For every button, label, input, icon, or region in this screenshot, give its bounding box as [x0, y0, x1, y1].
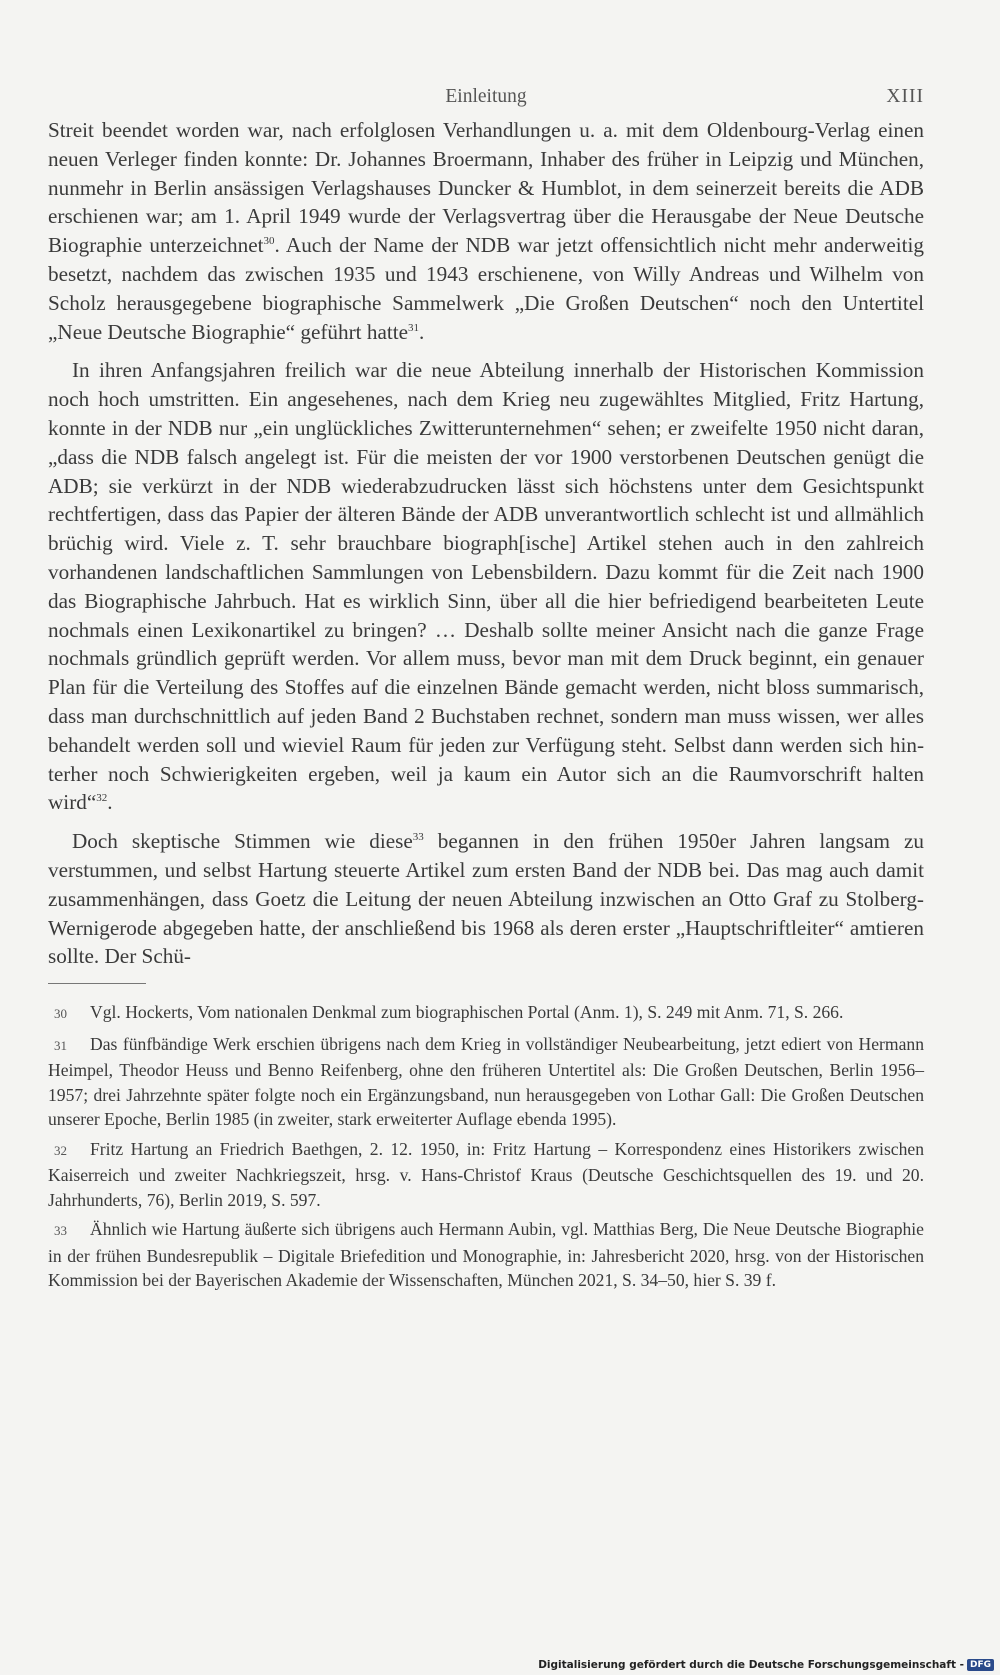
digitization-credit-text: Digitalisierung gefördert durch die Deutsche Forschungsgemeinschaft -: [538, 1659, 964, 1671]
footnote-ref: 31: [408, 321, 420, 334]
footnote-separator: [48, 983, 146, 984]
footnote-ref: 30: [263, 235, 275, 248]
paragraph-text: . Auch der Name der NDB war jetzt offensichtlich nicht mehr anderweitig besetzt, nachdem das zwischen 1935 und 1943 erschienene, von Willy Andreas und Wilhelm von Scholz herausgegebene biographische Sammelwerk „Die Großen Deutschen“ noch den Untertitel „Neue Deutsche Biographie“ geführt hatte: [48, 233, 924, 344]
dfg-logo: DFG: [967, 1659, 994, 1671]
footnote-number: 32: [54, 1142, 67, 1158]
footnote: [48, 1000, 924, 1027]
footnotes: [48, 1000, 924, 1293]
footnote: [48, 1137, 924, 1213]
footnote-number: 33: [54, 1223, 67, 1239]
footnote-text: Das fünfbändige Werk erschien übrigens nach dem Krieg in vollständiger Neubearbeitung, jetzt ediert von Hermann Heimpel, Theodor Heuss und Benno Reifenberg, ohne den früheren Untertitel als: Die Großen Deutschen, Berlin 1956–1957; drei Jahrzehnte später folgte noch ein Ergänzungsband, nun herausgegeben von Lothar Gall: Die Großen Deutschen unserer Epoche, Berlin 1985 (in zweiter, stark erweiterter Auflage ebenda 1995).: [48, 1033, 924, 1130]
footnote: [48, 1217, 924, 1293]
digitization-credit: [538, 1659, 994, 1671]
running-header: [48, 80, 924, 116]
paragraph: [48, 827, 924, 971]
footnote-ref: 33: [412, 831, 424, 844]
book-page: [48, 80, 924, 1298]
paragraph: [48, 116, 924, 346]
paragraph: [48, 356, 924, 817]
paragraph-text: begannen in den frühen 1950er Jahren langsam zu verstummen, und selbst Hartung steuerte Artikel zum ersten Band der NDB bei. Das mag auch damit zusammenhängen, dass Goetz die Leitung der neuen Abteilung inzwischen an Otto Graf zu Stolberg-Wernigerode abgegeben hatte, der anschließend bis 1968 als deren erster „Hauptschriftleiter“ amtieren sollte. Der Schü-: [48, 829, 924, 969]
paragraph-text: .: [419, 319, 425, 344]
footnote-text: Ähnlich wie Hartung äußerte sich übrigens auch Hermann Aubin, vgl. Matthias Berg, Die Neue Deutsche Biographie in der frühen Bundesrepublik – Digitale Briefedition und Monographie, in: Jahresbericht 2020, hrsg. von der Historischen Kommission bei der Bayerischen Akademie der Wissenschaften, München 2021, S. 34–50, hier S. 39 f.: [48, 1219, 924, 1291]
footnote-ref: 32: [96, 792, 108, 805]
footnote-text: Vgl. Hockerts, Vom nationalen Denkmal zum biographischen Portal (Anm. 1), S. 249 mit Anm. 71, S. 266.: [90, 1002, 844, 1023]
main-text: [48, 116, 924, 971]
running-title: Einleitung: [445, 86, 527, 107]
footnote-number: 30: [54, 1006, 67, 1022]
paragraph-text: Streit beendet worden war, nach erfolglosen Verhandlungen u. a. mit dem Oldenbourg-Verlag einen neuen Verleger finden konnte: Dr. Johannes Broermann, Inhaber des früher in Leipzig und München, nunmehr in Berlin ansässigen Verlagshauses Duncker & Humblot, in dem seinerzeit bereits die ADB erschienen war; am 1. April 1949 wurde der Verlagsvertrag über die Herausgabe der Neue Deutsche Biographie unterzeichnet: [48, 118, 924, 258]
footnote-text: Fritz Hartung an Friedrich Baethgen, 2. 12. 1950, in: Fritz Hartung – Korrespondenz eines Historikers zwischen Kaiserreich und zweiter Nachkriegszeit, hrsg. v. Hans-Christof Kraus (Deutsche Geschichtsquellen des 19. und 20. Jahrhunderts, 76), Berlin 2019, S. 597.: [48, 1138, 924, 1210]
paragraph-text: Doch skeptische Stimmen wie diese: [72, 829, 413, 854]
paragraph-text: In ihren Anfangsjahren freilich war die neue Abteilung innerhalb der Historischen Kommission noch hoch umstritten. Ein angesehenes, nach dem Krieg neu zugewähltes Mitglied, Fritz Hartung, konnte in der NDB nur „ein unglückliches Zwitterunternehmen“ sehen; er zweifelte 1950 nicht daran, „dass die NDB falsch angelegt ist. Für die meisten der vor 1900 verstorbenen Deutschen genügt die ADB; sie verkürzt in der NDB wiederabzudrucken lässt sich höchstens unter dem Gesichtspunkt rechtfertigen, dass das Papier der älteren Bände der ADB unverantwortlich schlecht ist und allmählich brüchig wird. Viele z. T. sehr brauchbare biograph[ische] Artikel stehen auch in den zahlreich vorhandenen landschaftlichen Sammlungen von Lebensbildern. Dazu kommt für die Zeit nach 1900 das Biographische Jahrbuch. Hat es wirklich Sinn, über all die hier befriedigend bearbeiteten Leute nochmals einen Lexikonartikel zu bringen? … Deshalb sollte meiner Ansicht nach die ganze Frage nochmals gründlich geprüft werden. Vor allem muss, bevor man mit dem Druck beginnt, ein genauer Plan für die Verteilung des Stoffes auf die einzelnen Bände gemacht werden, nicht bloss summarisch, dass man durchschnittlich auf jeden Band 2 Buchstaben rechnet, sondern man muss wissen, wer alles behandelt werden soll und wieviel Raum für jeden zur Verfügung steht. Selbst dann werden sich hinterher noch Schwierigkeiten ergeben, weil ja kaum ein Autor sich an die Raumvorschrift halten wird“: [48, 358, 924, 815]
page-number: XIII: [886, 86, 924, 107]
paragraph-text: .: [107, 790, 113, 815]
footnote-number: 31: [54, 1037, 67, 1053]
footnote: [48, 1032, 924, 1132]
